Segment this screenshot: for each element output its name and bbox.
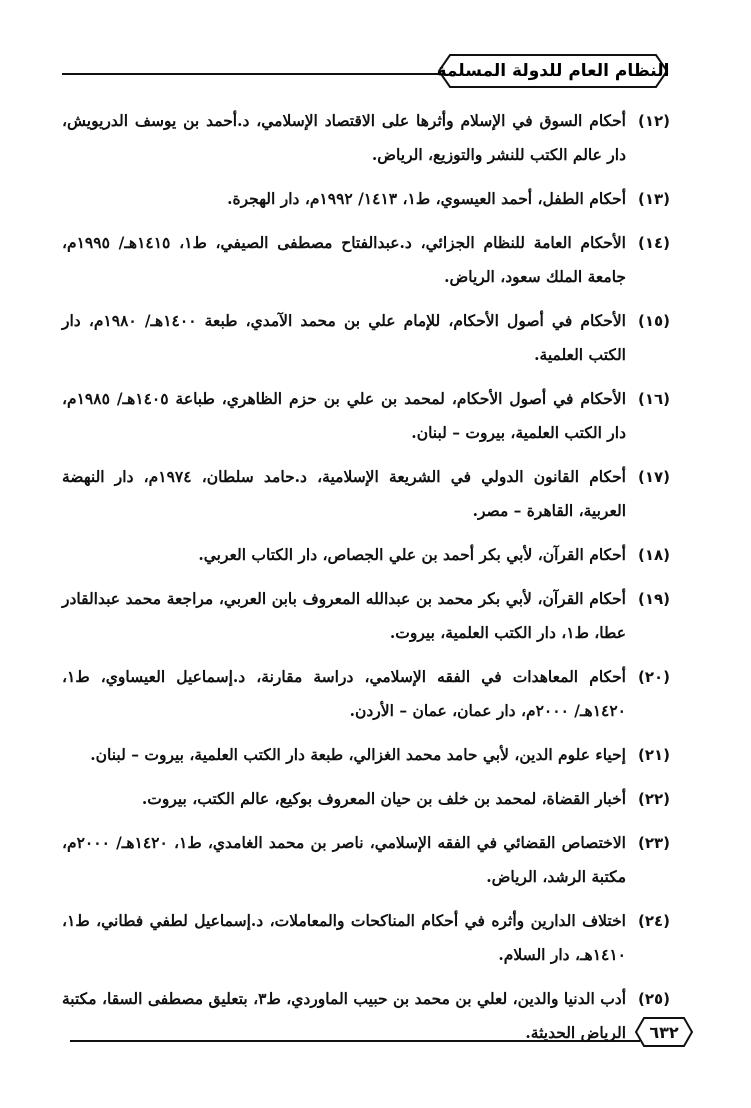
header-title-tag <box>436 52 670 90</box>
entry-number: (١٢) <box>637 112 671 130</box>
entry-text: أحكام السوق في الإسلام وأثرها على الاقتصاد الإسلامي، د.أحمد بن يوسف الدريويش، دار عالم الكتب للنشر والتوزيع، الرياض. <box>62 111 626 164</box>
bibliography-entry <box>62 582 682 650</box>
entry-number: (١٤) <box>637 234 671 252</box>
header-rule <box>62 73 442 75</box>
entry-text: الأحكام في أصول الأحكام، للإمام علي بن محمد الآمدي، طبعة ١٤٠٠هـ/ ١٩٨٠م، دار الكتب العلمية. <box>62 311 626 364</box>
bibliography-entry <box>62 182 682 216</box>
entry-text: أخبار القضاة، لمحمد بن خلف بن حيان المعروف بوكيع، عالم الكتب، بيروت. <box>141 789 626 808</box>
entry-number: (١٥) <box>637 312 671 330</box>
entry-number: (٢٠) <box>637 668 671 686</box>
bibliography-entry <box>62 826 682 894</box>
entry-text: اختلاف الدارين وأثره في أحكام المناكحات والمعاملات، د.إسماعيل لطفي فطاني، ط١، ١٤١٠هـ، دار السلام. <box>62 911 626 964</box>
entry-number: (١٦) <box>637 390 671 408</box>
bibliography-entry <box>62 738 682 772</box>
entry-text: أحكام القرآن، لأبي بكر محمد بن عبدالله المعروف بابن العربي، مراجعة محمد عبدالقادر عطا، ط١، دار الكتب العلمية، بيروت. <box>62 589 626 642</box>
running-header-title: النظام العام للدولة المسلمة <box>436 61 670 81</box>
entry-text: أحكام القرآن، لأبي بكر أحمد بن علي الجصاص، دار الكتاب العربي. <box>198 545 626 564</box>
entry-number: (٢٥) <box>637 990 671 1008</box>
entry-number: (١٩) <box>637 590 671 608</box>
entry-number: (٢٢) <box>637 790 671 808</box>
entry-text: الأحكام العامة للنظام الجزائي، د.عبدالفتاح مصطفى الصيفي، ط١، ١٤١٥هـ/ ١٩٩٥م، جامعة الملك سعود، الرياض. <box>62 233 626 286</box>
entry-number: (١٧) <box>637 468 671 486</box>
entry-text: أحكام المعاهدات في الفقه الإسلامي، دراسة مقارنة، د.إسماعيل العيساوي، ط١، ١٤٢٠هـ/ ٢٠٠٠م، دار عمان، عمان – الأردن. <box>62 667 626 720</box>
entry-text: الأحكام في أصول الأحكام، لمحمد بن علي بن حزم الظاهري، طباعة ١٤٠٥هـ/ ١٩٨٥م، دار الكتب العلمية، بيروت – لبنان. <box>62 389 626 442</box>
entry-text: أحكام القانون الدولي في الشريعة الإسلامية، د.حامد سلطان، ١٩٧٤م، دار النهضة العربية، القاهرة – مصر. <box>62 467 626 520</box>
bibliography-list <box>62 104 682 1060</box>
bibliography-entry <box>62 104 682 172</box>
entry-number: (٢٣) <box>637 834 671 852</box>
entry-text: إحياء علوم الدين، لأبي حامد محمد الغزالي، طبعة دار الكتب العلمية، بيروت – لبنان. <box>90 745 626 764</box>
bibliography-entry <box>62 382 682 450</box>
bibliography-entry <box>62 782 682 816</box>
entry-number: (١٨) <box>637 546 671 564</box>
entry-number: (٢١) <box>637 746 671 764</box>
bibliography-entry <box>62 226 682 294</box>
entry-number: (١٣) <box>637 190 671 208</box>
entry-text: الاختصاص القضائي في الفقه الإسلامي، ناصر بن محمد الغامدي، ط١، ١٤٢٠هـ/ ٢٠٠٠م، مكتبة الرشد، الرياض. <box>62 833 626 886</box>
bibliography-entry <box>62 660 682 728</box>
bibliography-entry <box>62 304 682 372</box>
bibliography-entry <box>62 538 682 572</box>
bibliography-entry <box>62 460 682 528</box>
entry-number: (٢٤) <box>637 912 671 930</box>
page-number: ٦٣٢ <box>649 1022 679 1042</box>
footer-rule <box>70 1040 640 1042</box>
page-number-tag <box>634 1016 694 1048</box>
bibliography-entry <box>62 904 682 972</box>
entry-text: أدب الدنيا والدين، لعلي بن محمد بن حبيب الماوردي، ط٣، بتعليق مصطفى السقا، مكتبة الرياض الحديثة. <box>62 989 626 1042</box>
entry-text: أحكام الطفل، أحمد العيسوي، ط١، ١٤١٣/ ١٩٩٢م، دار الهجرة. <box>227 189 626 208</box>
